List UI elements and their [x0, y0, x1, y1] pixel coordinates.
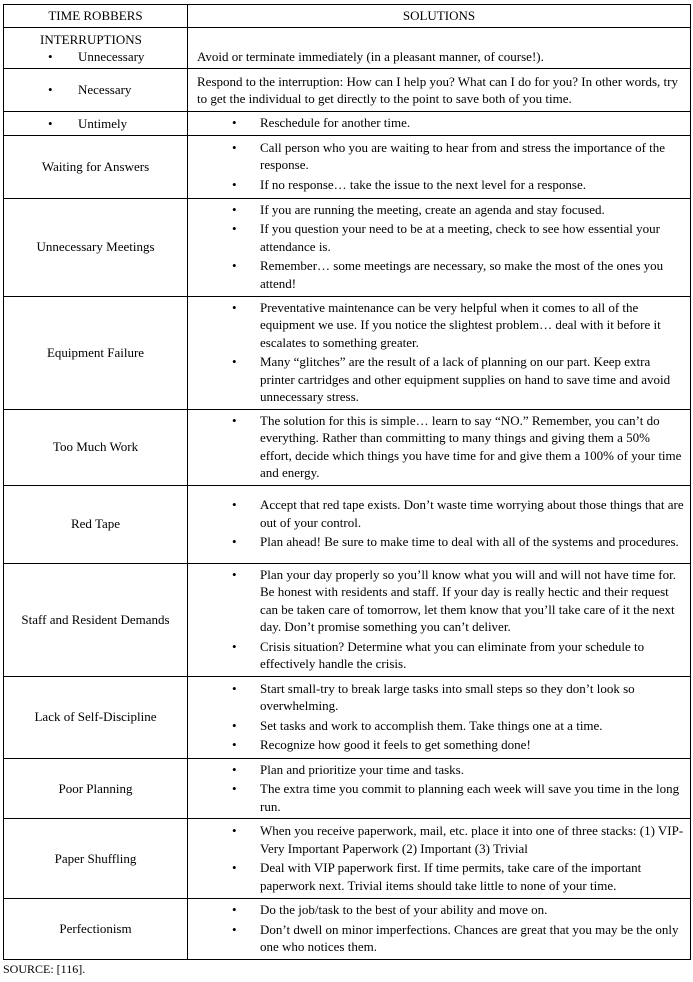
solution-cell [188, 899, 691, 960]
robber-label: Necessary [78, 82, 132, 98]
solution-item: • The solution for this is simple… learn to say “NO.” Remember, you can’t do everything. Rather than committing to many things and giving them a 50% effort, decide which things you have time for and give them a 100% of your time and energy. [197, 412, 684, 482]
time-robbers-table [3, 4, 691, 960]
interruptions-heading: INTERRUPTIONS [40, 31, 142, 47]
table-row [4, 112, 691, 136]
table-row [4, 409, 691, 485]
source-note: SOURCE: [116]. [3, 962, 86, 976]
solution-item: • Call person who you are waiting to hear from and stress the importance of the response. [197, 139, 684, 174]
solution-cell [188, 485, 691, 563]
solution-item: • Do the job/task to the best of your ability and move on. [197, 901, 684, 919]
robber-cell: Poor Planning [4, 758, 188, 819]
bullet: • [48, 115, 53, 131]
solution-item: • Recognize how good it feels to get something done! [197, 736, 684, 754]
solution-item: • Plan and prioritize your time and tasks. [197, 761, 684, 779]
solution-item: • If you question your need to be at a meeting, check to see how essential your attendance is. [197, 220, 684, 255]
solution-cell [188, 296, 691, 409]
solution-item: • Remember… some meetings are necessary, so make the most of the ones you attend! [197, 257, 684, 292]
table-row [4, 135, 691, 198]
solution-item: • Don’t dwell on minor imperfections. Chances are great that you may be the only one who notices them. [197, 921, 684, 956]
solution-cell [188, 758, 691, 819]
solution-item: • Reschedule for another time. [197, 114, 684, 132]
robber-cell: Too Much Work [4, 409, 188, 485]
robber-cell: Paper Shuffling [4, 819, 188, 899]
table-row [4, 819, 691, 899]
solution-item: • If you are running the meeting, create an agenda and stay focused. [197, 201, 684, 219]
solution-cell [188, 819, 691, 899]
solution-cell [188, 676, 691, 758]
solution-item: • Accept that red tape exists. Don’t waste time worrying about those things that are out of your control. [197, 496, 684, 531]
solution-item: • The extra time you commit to planning each week will save you time in the long run. [197, 780, 684, 815]
table-row [4, 485, 691, 563]
solution-item: • Preventative maintenance can be very helpful when it comes to all of the equipment we use. If you notice the slightest problem… deal with it before it escalates to something greater. [197, 299, 684, 352]
solution-item: • Crisis situation? Determine what you can eliminate from your schedule to effectively handle the crisis. [197, 638, 684, 673]
robber-cell [4, 69, 188, 112]
table-row [4, 198, 691, 296]
robber-cell: Staff and Resident Demands [4, 563, 188, 676]
bullet: • [48, 82, 53, 98]
solution-item: • Plan your day properly so you’ll know what you will and will not have time for. Be honest with residents and staff. If your day is really hectic and their request can be taken care of tomorrow, let them know that you’ll take care of it the next day. Don’t promise something you can’t deliver. [197, 566, 684, 636]
robber-label: Untimely [78, 115, 128, 131]
bullet: • [48, 49, 53, 64]
table-row [4, 563, 691, 676]
robber-cell: Waiting for Answers [4, 135, 188, 198]
solution-item: • Set tasks and work to accomplish them. Take things one at a time. [197, 717, 684, 735]
solution-item: • Start small-try to break large tasks into small steps so they don’t look so overwhelming. [197, 680, 684, 715]
header-time-robbers: TIME ROBBERS [4, 5, 188, 28]
table-row [4, 69, 691, 112]
robber-cell: Lack of Self-Discipline [4, 676, 188, 758]
solution-item: • Many “glitches” are the result of a lack of planning on our part. Keep extra printer cartridges and other equipment supplies on hand to save time and avoid unnecessary stress. [197, 353, 684, 406]
solution-item: • If no response… take the issue to the next level for a response. [197, 176, 684, 194]
solution-cell [188, 198, 691, 296]
robber-label: Unnecessary [78, 49, 145, 64]
solution-item: • Plan ahead! Be sure to make time to deal with all of the systems and procedures. [197, 533, 684, 551]
solution-cell: Respond to the interruption: How can I help you? What can I do for you? In other words, try to get the individual to get directly to the point to save both of you time. [188, 69, 691, 112]
robber-cell: Perfectionism [4, 899, 188, 960]
header-solutions: SOLUTIONS [188, 5, 691, 28]
table-row [4, 899, 691, 960]
table-row [4, 28, 691, 69]
solution-cell: Avoid or terminate immediately (in a pleasant manner, of course!). [188, 28, 691, 69]
robber-cell [4, 28, 188, 69]
robber-cell [4, 112, 188, 136]
solution-cell [188, 112, 691, 136]
solution-item: • Deal with VIP paperwork first. If time permits, take care of the important paperwork next. Trivial items should take little to none of your time. [197, 859, 684, 894]
solution-cell [188, 563, 691, 676]
header-row [4, 5, 691, 28]
solution-cell [188, 409, 691, 485]
table-row [4, 296, 691, 409]
solution-cell [188, 135, 691, 198]
robber-cell: Equipment Failure [4, 296, 188, 409]
table-row [4, 758, 691, 819]
solution-item: • When you receive paperwork, mail, etc. place it into one of three stacks: (1) VIP-Very Important Paperwork (2) Important (3) Trivial [197, 822, 684, 857]
robber-cell: Unnecessary Meetings [4, 198, 188, 296]
robber-cell: Red Tape [4, 485, 188, 563]
table-row [4, 676, 691, 758]
